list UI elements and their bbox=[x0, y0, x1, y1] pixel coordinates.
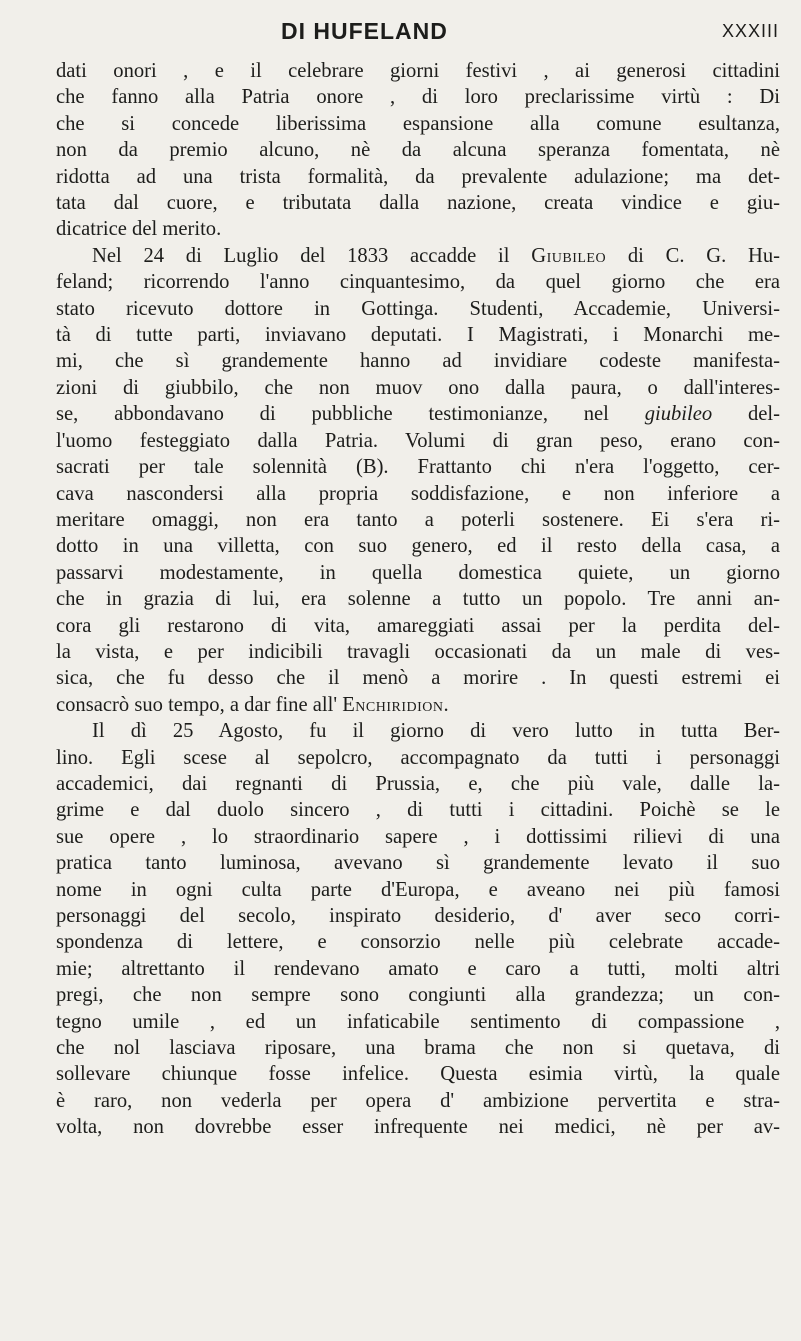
text-line bbox=[56, 692, 780, 718]
text-line: la vista, e per indicibili travagli occasionati da un male di ves- bbox=[56, 640, 780, 663]
text-line: dotto in una villetta, con suo genero, ed il resto della casa, a bbox=[56, 535, 780, 558]
text-line bbox=[56, 401, 780, 427]
text-line: cava nascondersi alla propria soddisfazione, e non inferiore a bbox=[56, 482, 780, 505]
text-line: che fanno alla Patria onore , di loro preclarissime virtù : Di bbox=[56, 86, 780, 109]
text-line: feland; ricorrendo l'anno cinquantesimo, da quel giorno che era bbox=[56, 271, 780, 294]
text-line: nome in ogni culta parte d'Europa, e aveano nei più famosi bbox=[56, 878, 780, 901]
text-line: mi, che sì grandemente hanno ad invidiare codeste manifesta- bbox=[56, 350, 780, 373]
text-line: stato ricevuto dottore in Gottinga. Studenti, Accademie, Universi- bbox=[56, 297, 780, 320]
text-line: non da premio alcuno, nè da alcuna speranza fomentata, nè bbox=[56, 139, 780, 162]
text-segment: se, abbondavano di pubbliche testimonianze, nel bbox=[56, 403, 645, 426]
text-line: pratica tanto luminosa, avevano sì grandemente levato il suo bbox=[56, 852, 780, 875]
text-line: personaggi del secolo, inspirato desiderio, d' aver seco corri- bbox=[56, 905, 780, 927]
running-head: DI HUFELAND bbox=[281, 18, 448, 44]
text-line: tegno umile , ed un infaticabile sentimento di compassione , bbox=[56, 1010, 780, 1033]
text-line bbox=[56, 243, 780, 269]
text-line: tà di tutte parti, inviavano deputati. I Magistrati, i Monarchi me- bbox=[56, 324, 780, 347]
text-line: ridotta ad una trista formalità, da prevalente adulazione; ma det- bbox=[56, 165, 780, 188]
text-line: sica, che fu desso che il menò a morire . In questi estremi ei bbox=[56, 667, 780, 690]
text-line: passarvi modestamente, in quella domestica quiete, un giorno bbox=[56, 561, 780, 584]
text-line: volta, non dovrebbe esser infrequente nei medici, nè per av- bbox=[56, 1116, 780, 1139]
body-text bbox=[56, 58, 780, 1141]
text-line: cora gli restarono di vita, amareggiati assai per la perdita del- bbox=[56, 614, 780, 637]
text-line: è raro, non vederla per opera d' ambizione pervertita e stra- bbox=[56, 1089, 780, 1112]
text-line: sacrati per tale solennità (B). Frattanto chi n'era l'oggetto, cer- bbox=[56, 456, 780, 479]
text-line: che in grazia di lui, era solenne a tutto un popolo. Tre anni an- bbox=[56, 588, 780, 611]
text-segment: di C. G. Hu- bbox=[606, 244, 780, 267]
text-line: sue opere , lo straordinario sapere , i dottissimi rilievi di una bbox=[56, 825, 780, 848]
small-caps-term: Enchiridion bbox=[342, 693, 444, 716]
text-segment: . bbox=[443, 693, 449, 716]
text-line: meritare omaggi, non era tanto a poterli sostenere. Ei s'era ri- bbox=[56, 508, 780, 531]
text-line: dicatrice del merito. bbox=[56, 218, 222, 241]
page-number: XXXIII bbox=[721, 21, 779, 41]
text-line: zioni di giubbilo, che non muov ono dalla paura, o dall'interes- bbox=[56, 376, 780, 399]
text-line: Il dì 25 Agosto, fu il giorno di vero lutto in tutta Ber- bbox=[92, 720, 780, 743]
text-line: l'uomo festeggiato dalla Patria. Volumi di gran peso, erano con- bbox=[56, 429, 780, 452]
text-line: spondenza di lettere, e consorzio nelle più celebrate accade- bbox=[56, 931, 780, 954]
text-line: che nol lasciava riposare, una brama che non si quetava, di bbox=[56, 1037, 780, 1060]
page-header bbox=[0, 14, 801, 50]
text-line: lino. Egli scese al sepolcro, accompagnato da tutti i personaggi bbox=[56, 746, 780, 769]
text-line: dati onori , e il celebrare giorni festivi , ai generosi cittadini bbox=[56, 60, 780, 82]
text-line: grime e dal duolo sincero , di tutti i cittadini. Poichè se le bbox=[56, 799, 780, 822]
text-line: accademici, dai regnanti di Prussia, e, che più vale, dalle la- bbox=[56, 772, 780, 795]
text-line: pregi, che non sempre sono congiunti alla grandezza; un con- bbox=[56, 984, 780, 1007]
text-line: sollevare chiunque fosse infelice. Questa esimia virtù, la quale bbox=[56, 1063, 780, 1086]
text-line: che si concede liberissima espansione alla comune esultanza, bbox=[56, 112, 780, 135]
italic-term: giubileo bbox=[644, 403, 713, 426]
small-caps-term: Giubileo bbox=[531, 244, 607, 267]
text-line: tata dal cuore, e tributata dalla nazione, creata vindice e giu- bbox=[56, 192, 780, 215]
text-segment: del- bbox=[712, 403, 780, 426]
text-segment: Nel 24 di Luglio del 1833 accadde il bbox=[92, 244, 532, 267]
text-segment: consacrò suo tempo, a dar fine all' bbox=[56, 693, 343, 716]
text-line: mie; altrettanto il rendevano amato e caro a tutti, molti altri bbox=[56, 957, 780, 980]
